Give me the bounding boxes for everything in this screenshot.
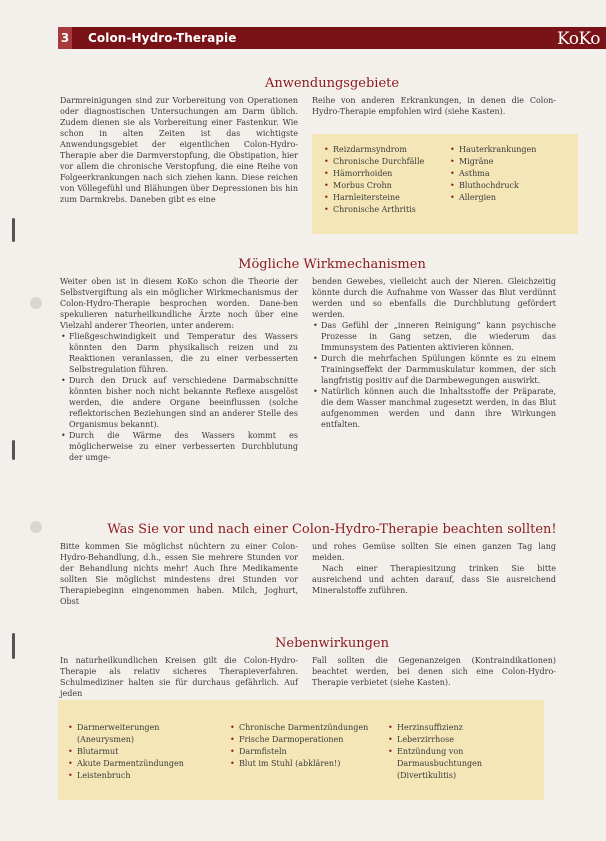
list-item: • Herzinsuffizienz (388, 722, 536, 734)
page-number: 3 (58, 27, 72, 49)
contraindications-box (58, 700, 544, 800)
wirk-right-column (312, 276, 556, 430)
list-item: • Hämorrhoiden (324, 168, 459, 180)
list-item: • Harnleitersteine (324, 192, 459, 204)
anwendung-right-text: Reihe von anderen Erkrankungen, in denen die Colon-Hydro-Therapie empfohlen wird (siehe Kasten). (312, 96, 556, 116)
list-item: • Reizdarmsyndrom (324, 144, 459, 156)
binder-clip (12, 218, 15, 242)
neben-left-column (60, 655, 298, 699)
contraindications-list-1 (68, 722, 213, 782)
list-item: • Hauterkrankungen (450, 144, 570, 156)
indications-list-2 (450, 144, 570, 204)
list-item: • Durch den Druck auf verschiedene Darmabschnitte könnten bisher noch nicht bekannte Reflexe ausgelöst werden, die andere Organe beeinflussen (solche reflektorischen Beziehungen sind an anderer Stelle des Organismus bekannt). (69, 375, 298, 430)
neben-right-text: Fall sollten die Gegenanzeigen (Kontraindikationen) beachtet werden, bei denen sich eine Colon-Hydro-Therapie verbietet (siehe Kasten). (312, 656, 556, 687)
wirk-left-intro: Weiter oben ist in diesem KoKo schon die Theorie der Selbstvergiftung als ein möglicher Wirkmechanismus der Colon-Hydro-Therapie besprochen worden. Dane-ben spekulieren naturheilkundliche Ärzte noch über eine Vielzahl anderer Theorien, unter anderem: (60, 277, 298, 330)
beachten-right-column (312, 541, 556, 596)
indications-list-1 (324, 144, 459, 216)
list-item: • Natürlich können auch die Inhaltsstoffe der Präparate, die dem Wasser manchmal zugesetzt werden, in das Blut aufgenommen werden und dann ihre Wirkungen entfalten. (321, 386, 556, 430)
list-item: • Blutarmut (68, 746, 213, 758)
list-item: • Darmerweiterungen (Aneurysmen) (68, 722, 213, 746)
list-item: • Akute Darmentzündungen (68, 758, 213, 770)
list-item: • Darmfisteln (230, 746, 370, 758)
list-item: • Durch die mehrfachen Spülungen könnte es zu einem Trainingseffekt der Darmmuskulatur kommen, der sich langfristig positiv auf die Darmbewegungen auswirkt. (321, 353, 556, 386)
list-item: • Chronische Arthritis (324, 204, 459, 216)
list-item: • Entzündung von Darmausbuchtungen (Divertikulitis) (388, 746, 536, 782)
list-item: • Leistenbruch (68, 770, 213, 782)
section-heading-anwendungsgebiete: Anwendungsgebiete (264, 76, 400, 91)
list-item: • Fließgeschwindigkeit und Temperatur des Wassers könnten den Darm physikalisch reizen und zu Reaktionen veranlassen, die zu einer verbesserten Selbstregulation führen. (69, 331, 298, 375)
anwendung-left-column (60, 95, 298, 205)
indications-box (312, 134, 578, 234)
beachten-right-text-2: Nach einer Therapiesitzung trinken Sie bitte ausreichend und achten darauf, dass Sie ausreichend Mineralstoffe zuführen. (312, 564, 556, 595)
list-item: • Frische Darmoperationen (230, 734, 370, 746)
wirk-right-intro: benden Gewebes, vielleicht auch der Nieren. Gleichzeitig könnte durch die Aufnahme von Wasser das Blut verdünnt werden und so ebenfalls die Durchblutung gefördert werden. (312, 277, 556, 319)
header-title: Colon-Hydro-Therapie (88, 31, 237, 45)
list-item: • Morbus Crohn (324, 180, 459, 192)
list-item: • Durch die Wärme des Wassers kommt es möglicherweise zu einer verbesserten Durchblutung der umge- (69, 430, 298, 463)
list-item: • Das Gefühl der „inneren Reinigung“ kann psychische Prozesse in Gang setzen, die wiederum das Immunsystem des Patienten aktivieren können. (321, 320, 556, 353)
beachten-left-text: Bitte kommen Sie möglichst nüchtern zu einer Colon-Hydro-Behandlung, d.h., essen Sie mehrere Stunden vor der Behandlung nichts mehr! Auch Ihre Medikamente sollten Sie möglichst mindestens drei Stunden vor Therapiebeginn eingenommen haben. Milch, Joghurt, Obst (60, 542, 298, 606)
section-heading-beachten: Was Sie vor und nach einer Colon-Hydro-Therapie beachten sollten! (107, 522, 557, 537)
binder-clip (12, 440, 15, 460)
anwendung-right-column (312, 95, 556, 117)
beachten-right-text-1: und rohes Gemüse sollten Sie einen ganzen Tag lang meiden. (312, 542, 556, 562)
contraindications-list-2 (230, 722, 370, 770)
anwendung-left-text: Darmreinigungen sind zur Vorbereitung von Operationen oder diagnostischen Untersuchungen am Darm üblich. Zudem dienen sie als Vorbereitung einer Fastenkur. Wie schon in alten Zeiten ist das wichtigste Anwendungsgebiet der eigentlichen Colon-Hydro-Therapie aber die Darmverstopfung, die Obstipation, hier vor allem die chronische Verstopfung, die eine Reihe von Folgeerkrankungen nach sich ziehen kann. Diese reichen von Völlegefühl und Blähungen über Depressionen bis hin zum Darmkrebs. Daneben gibt es eine (60, 96, 298, 204)
list-item: • Leberzirrhose (388, 734, 536, 746)
section-heading-nebenwirkungen: Nebenwirkungen (275, 636, 389, 651)
contraindications-list-3 (388, 722, 536, 782)
list-item: • Asthma (450, 168, 570, 180)
section-heading-wirkmechanismen: Mögliche Wirkmechanismen (238, 257, 426, 272)
list-item: • Blut im Stuhl (abklären!) (230, 758, 370, 770)
neben-right-column (312, 655, 556, 688)
brand-logo: KoKo (557, 29, 600, 49)
list-item: • Chronische Darmentzündungen (230, 722, 370, 734)
binder-clip (12, 633, 15, 659)
wirk-left-column (60, 276, 298, 463)
wirk-right-list (312, 320, 556, 430)
punch-hole (30, 521, 42, 533)
list-item: • Migräne (450, 156, 570, 168)
wirk-left-list (60, 331, 298, 463)
list-item: • Chronische Durchfälle (324, 156, 459, 168)
neben-left-text: In naturheilkundlichen Kreisen gilt die Colon-Hydro-Therapie als relativ sicheres Therapieverfahren. Schulmediziner halten sie für durchaus gefährlich. Auf jeden (60, 656, 298, 698)
list-item: • Bluthochdruck (450, 180, 570, 192)
list-item: • Allergien (450, 192, 570, 204)
header-bar (58, 27, 606, 49)
punch-hole (30, 297, 42, 309)
beachten-left-column (60, 541, 298, 607)
